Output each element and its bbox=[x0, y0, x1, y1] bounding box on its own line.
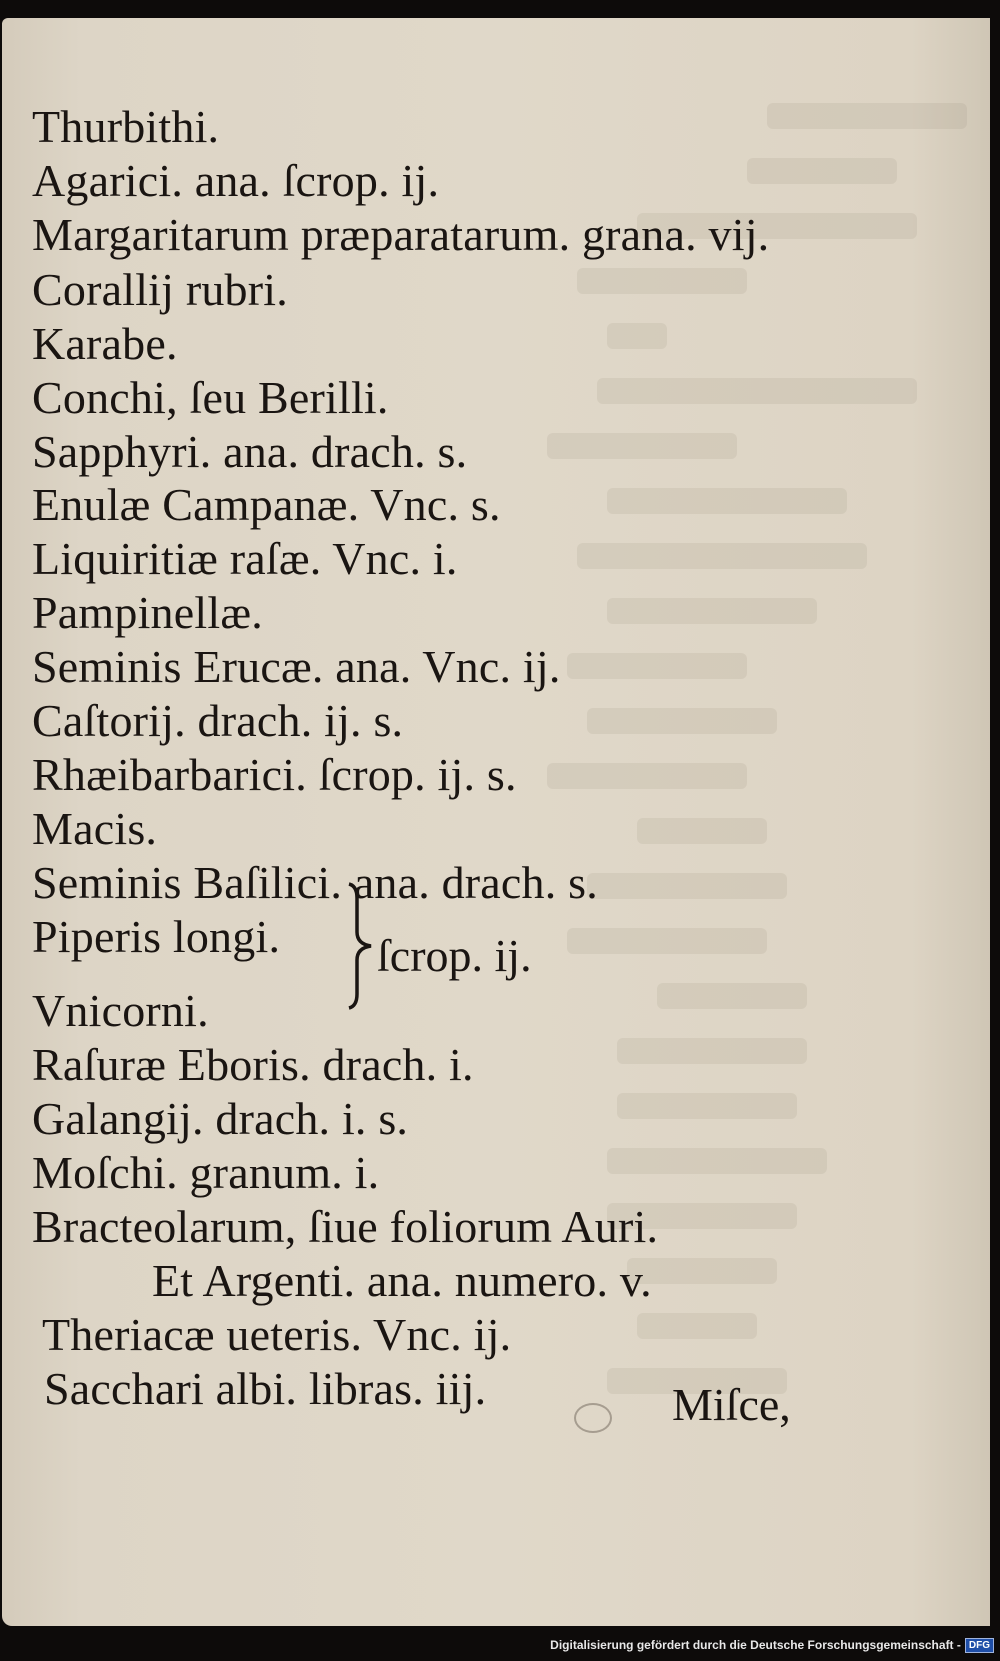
text-line-9: Liquiritiæ raſæ. Vnc. i. bbox=[32, 533, 458, 584]
text-line-2: Agarici. ana. ſcrop. ij. bbox=[32, 155, 440, 206]
text-line-18: Raſuræ Eboris. drach. i. bbox=[32, 1039, 474, 1090]
text-line-14: Macis. bbox=[32, 803, 158, 854]
text-line-23: Theriacæ ueteris. Vnc. ij. bbox=[42, 1309, 512, 1360]
brace-dose: ſcrop. ij. bbox=[377, 930, 532, 981]
text-line-13: Rhæibarbarici. ſcrop. ij. s. bbox=[32, 749, 517, 800]
text-line-7: Sapphyri. ana. drach. s. bbox=[32, 426, 468, 477]
text-line-3: Margaritarum præparatarum. grana. vij. bbox=[32, 209, 770, 260]
text-line-20: Moſchi. granum. i. bbox=[32, 1147, 380, 1198]
book-page bbox=[2, 18, 990, 1626]
digitization-credit bbox=[550, 1635, 994, 1655]
ink-smudge bbox=[574, 1403, 612, 1433]
text-line-19: Galangij. drach. i. s. bbox=[32, 1093, 409, 1144]
text-line-5: Karabe. bbox=[32, 318, 178, 369]
text-line-21: Bracteolarum, ſiue foliorum Auri. bbox=[32, 1201, 659, 1252]
text-line-4: Corallij rubri. bbox=[32, 264, 288, 315]
text-line-24: Sacchari albi. libras. iij. bbox=[44, 1363, 487, 1414]
credit-text: Digitalisierung gefördert durch die Deutsche Forschungsgemeinschaft - bbox=[550, 1638, 961, 1652]
text-line-6: Conchi, ſeu Berilli. bbox=[32, 372, 389, 423]
text-line-15: Seminis Baſilici. ana. drach. s. bbox=[32, 857, 598, 908]
text-line-1: Thurbithi. bbox=[32, 101, 220, 152]
catchword: Miſce, bbox=[672, 1379, 791, 1430]
text-line-22: Et Argenti. ana. numero. v. bbox=[152, 1255, 652, 1306]
brace-bracket bbox=[347, 880, 375, 1012]
text-line-10: Pampinellæ. bbox=[32, 587, 263, 638]
text-line-11: Seminis Erucæ. ana. Vnc. ij. bbox=[32, 641, 561, 692]
text-line-16: Piperis longi. bbox=[32, 911, 281, 962]
text-line-8: Enulæ Campanæ. Vnc. s. bbox=[32, 479, 501, 530]
dfg-logo: DFG bbox=[965, 1638, 994, 1653]
text-line-17: Vnicorni. bbox=[32, 985, 209, 1036]
text-line-12: Caſtorij. drach. ij. s. bbox=[32, 695, 404, 746]
